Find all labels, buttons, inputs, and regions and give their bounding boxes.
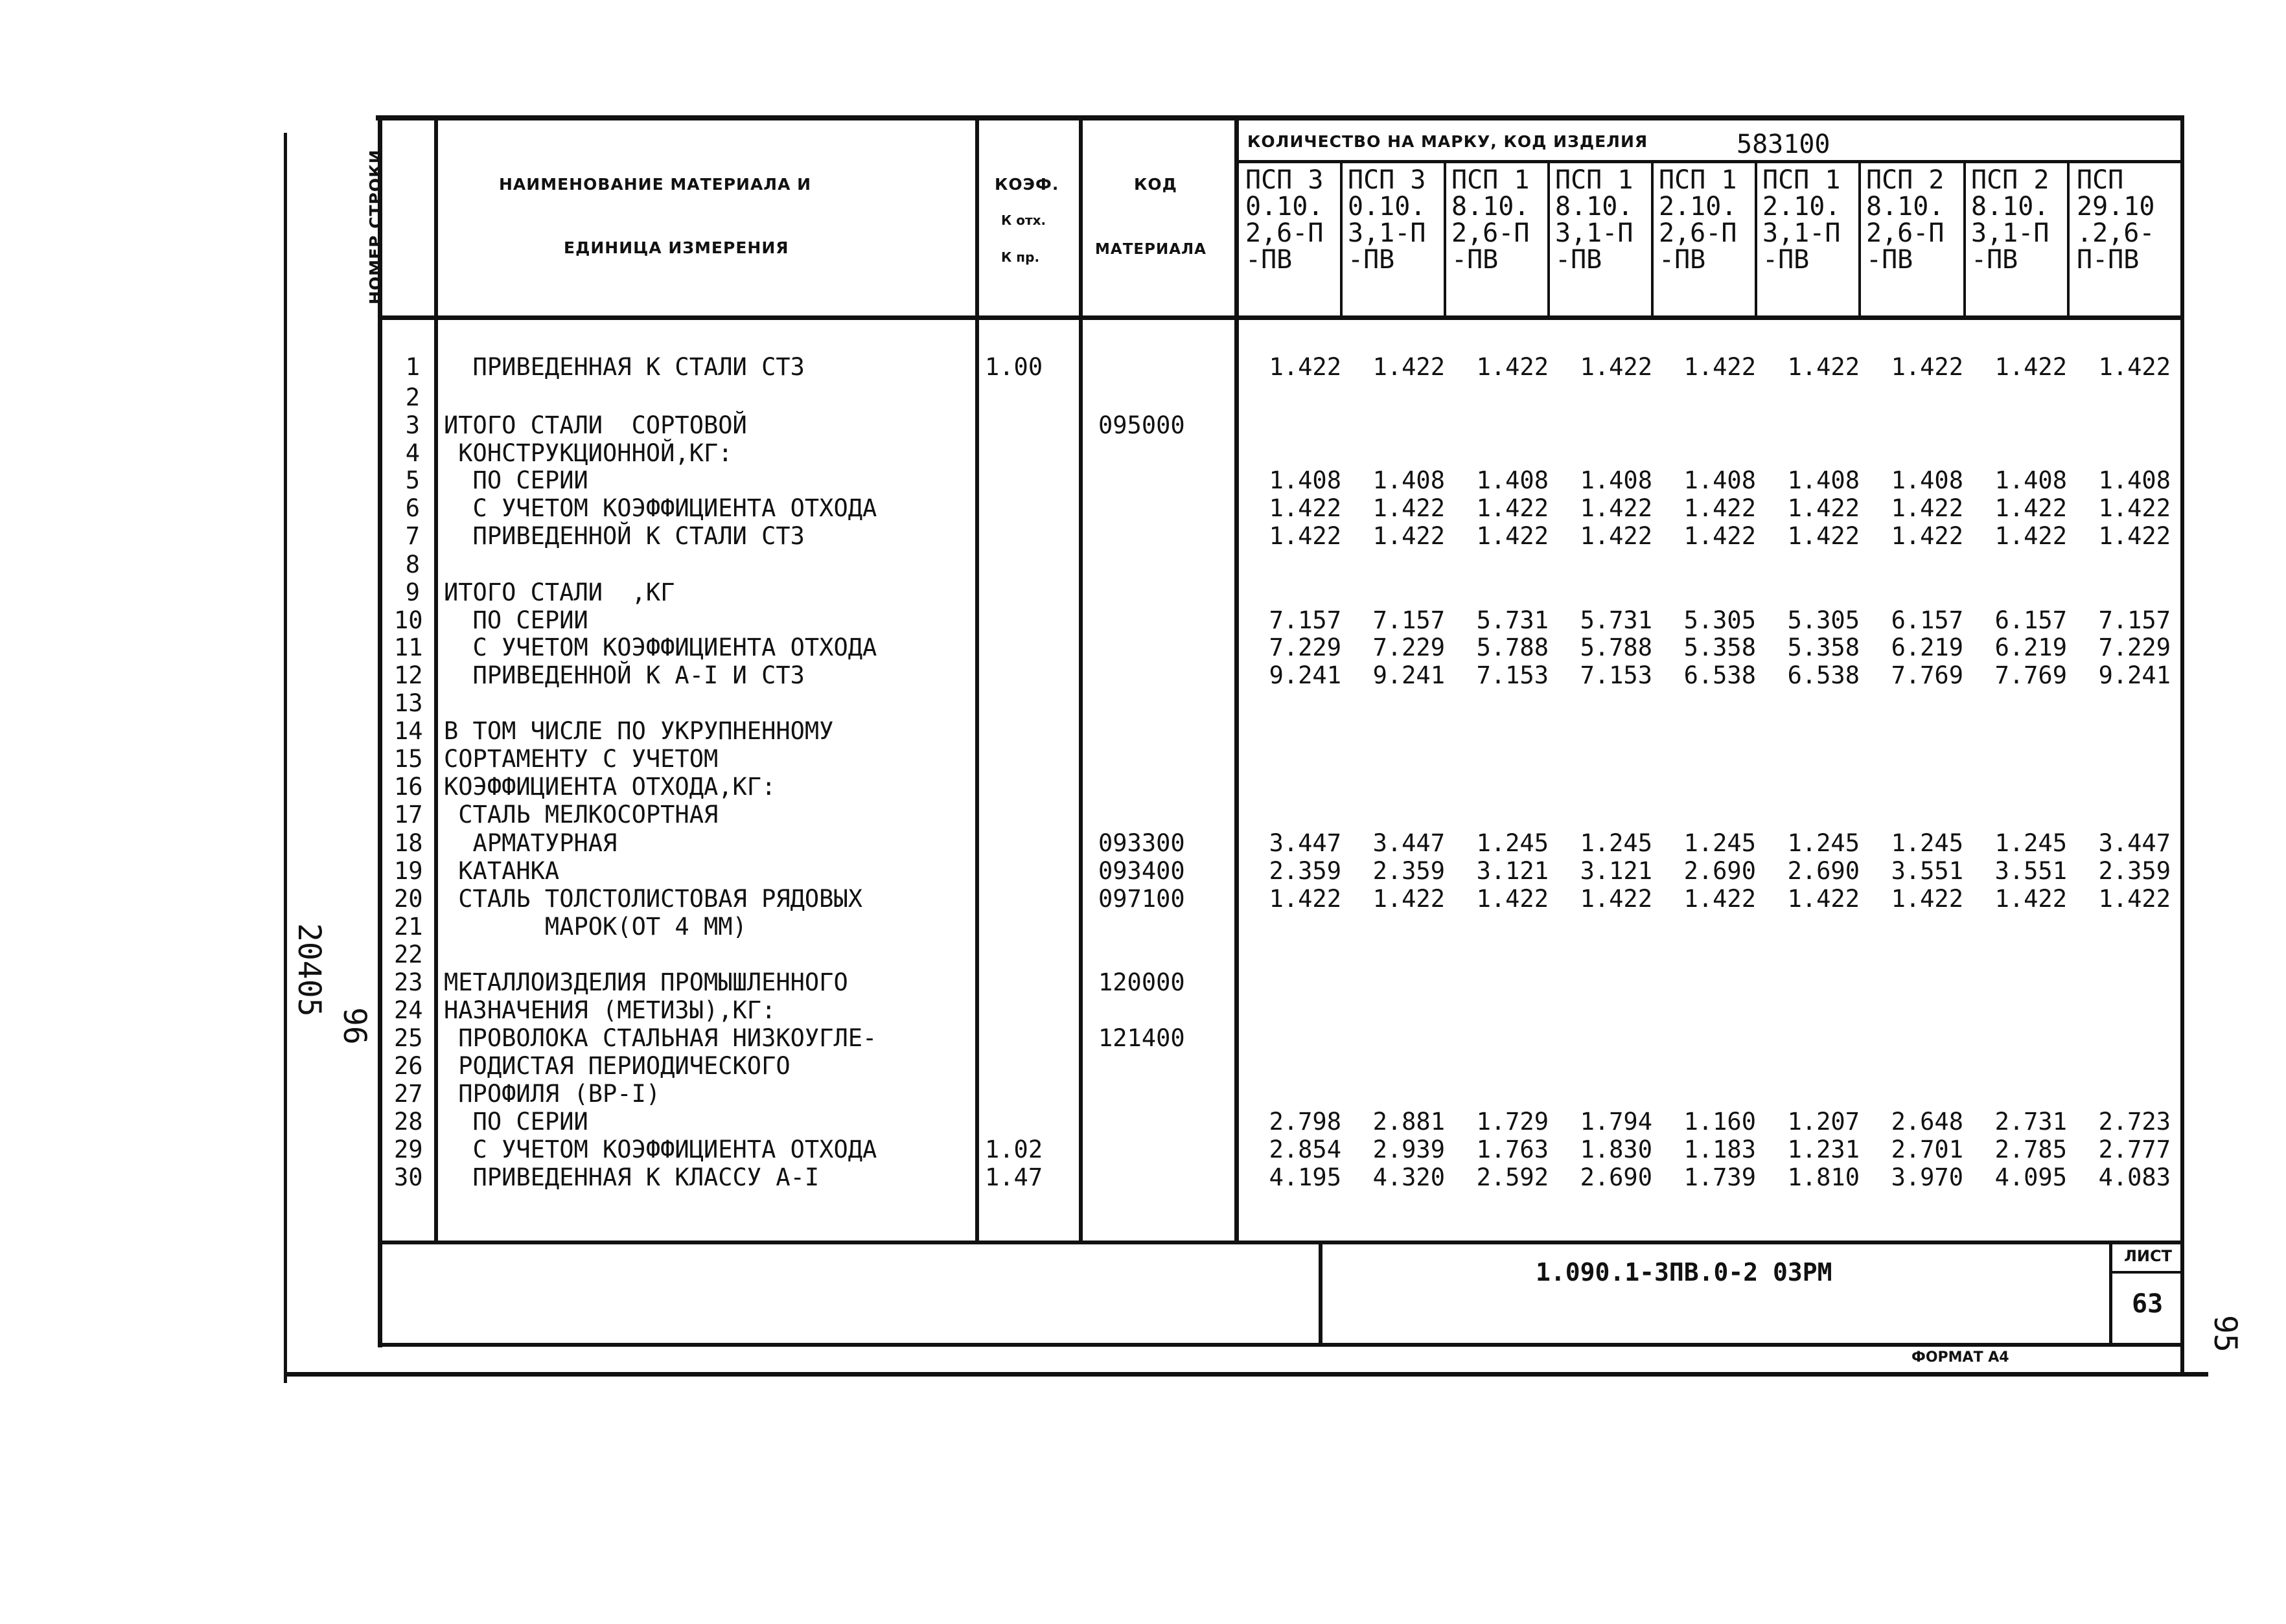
sheet-number: 63 bbox=[2132, 1289, 2164, 1319]
outer-frame-left-margin bbox=[284, 133, 287, 1383]
row-value: 2.690 bbox=[1787, 857, 1860, 885]
row-value: 1.422 bbox=[1580, 353, 1652, 381]
code-label-2: МАТЕРИАЛА bbox=[1095, 241, 1206, 258]
row-name: ПРОВОЛОКА СТАЛЬНАЯ НИЗКОУГЛЕ- bbox=[444, 1024, 877, 1052]
row-material-code: 097100 bbox=[1098, 885, 1185, 913]
row-name: СОРТАМЕНТУ С УЧЕТОМ bbox=[444, 745, 719, 773]
row-material-code: 120000 bbox=[1098, 968, 1185, 996]
row-number: 7 bbox=[405, 522, 420, 550]
row-value: 1.794 bbox=[1580, 1108, 1652, 1136]
row-number: 8 bbox=[405, 551, 420, 578]
row-value: 1.830 bbox=[1580, 1136, 1652, 1163]
row-number: 13 bbox=[394, 689, 423, 717]
row-value: 1.422 bbox=[1994, 353, 2067, 381]
row-value: 5.305 bbox=[1683, 606, 1756, 634]
row-value: 3.447 bbox=[1372, 829, 1445, 857]
row-value: 6.157 bbox=[1994, 606, 2067, 634]
row-value: 5.358 bbox=[1683, 634, 1756, 661]
row-value: 1.422 bbox=[1891, 353, 1963, 381]
column-header-9: ПСП 29.10 .2,6- П-ПВ bbox=[2077, 167, 2155, 275]
row-value: 4.195 bbox=[1269, 1163, 1341, 1191]
row-value: 7.153 bbox=[1476, 661, 1549, 689]
left-margin-number: 96 bbox=[336, 1007, 373, 1045]
row-value: 7.229 bbox=[1269, 634, 1341, 661]
row-number: 10 bbox=[394, 606, 423, 634]
row-number: 16 bbox=[394, 773, 423, 801]
row-value: 1.408 bbox=[1580, 466, 1652, 494]
row-value: 1.245 bbox=[1476, 829, 1549, 857]
row-value: 9.241 bbox=[1372, 661, 1445, 689]
row-material-code: 093300 bbox=[1098, 829, 1185, 857]
row-value: 2.881 bbox=[1372, 1108, 1445, 1136]
row-name: С УЧЕТОМ КОЭФФИЦИЕНТА ОТХОДА bbox=[444, 1136, 877, 1163]
row-value: 2.592 bbox=[1476, 1163, 1549, 1191]
row-value: 1.422 bbox=[1269, 353, 1341, 381]
footer-sep-1 bbox=[1319, 1242, 1322, 1345]
row-value: 1.422 bbox=[1580, 522, 1652, 550]
row-value: 1.422 bbox=[1683, 885, 1756, 913]
row-name: ПО СЕРИИ bbox=[444, 606, 588, 634]
column-header-7: ПСП 2 8.10. 2,6-П -ПВ bbox=[1866, 167, 1945, 275]
inventory-number: 20405 bbox=[291, 923, 327, 1017]
row-name: СТАЛЬ МЕЛКОСОРТНАЯ bbox=[444, 801, 719, 829]
row-name: ИТОГО СТАЛИ ,КГ bbox=[444, 578, 675, 606]
row-value: 5.788 bbox=[1476, 634, 1549, 661]
row-value: 1.422 bbox=[1476, 522, 1549, 550]
row-number: 29 bbox=[394, 1136, 423, 1163]
row-number: 19 bbox=[394, 857, 423, 885]
coef-label-2: К отх. bbox=[1001, 212, 1046, 228]
row-value: 1.810 bbox=[1787, 1163, 1860, 1191]
row-material-code: 095000 bbox=[1098, 411, 1185, 439]
row-value: 1.422 bbox=[1994, 494, 2067, 522]
row-material-code: 121400 bbox=[1098, 1024, 1185, 1052]
row-value: 7.229 bbox=[1372, 634, 1445, 661]
product-code: 583100 bbox=[1737, 130, 1830, 159]
quantity-header-rule bbox=[1234, 160, 2182, 163]
row-value: 1.422 bbox=[1683, 522, 1756, 550]
row-value: 7.157 bbox=[1372, 606, 1445, 634]
sheet-label-rule bbox=[2109, 1271, 2182, 1274]
row-number: 30 bbox=[394, 1163, 423, 1191]
row-value: 1.422 bbox=[1994, 522, 2067, 550]
row-number: 4 bbox=[405, 439, 420, 467]
row-value: 1.160 bbox=[1683, 1108, 1756, 1136]
material-name-label-2: ЕДИНИЦА ИЗМЕРЕНИЯ bbox=[564, 238, 789, 257]
row-name: ПО СЕРИИ bbox=[444, 1108, 588, 1136]
row-value: 1.422 bbox=[1372, 353, 1445, 381]
row-value: 4.320 bbox=[1372, 1163, 1445, 1191]
row-value: 1.422 bbox=[2098, 885, 2171, 913]
row-value: 3.121 bbox=[1580, 857, 1652, 885]
row-value: 1.245 bbox=[1994, 829, 2067, 857]
row-value: 6.219 bbox=[1994, 634, 2067, 661]
column-header-3: ПСП 1 8.10. 2,6-П -ПВ bbox=[1451, 167, 1530, 275]
sheet-label: ЛИСТ bbox=[2124, 1247, 2173, 1265]
row-value: 1.245 bbox=[1787, 829, 1860, 857]
column-header-4: ПСП 1 8.10. 3,1-П -ПВ bbox=[1555, 167, 1634, 275]
row-coef: 1.47 bbox=[985, 1163, 1043, 1191]
row-value: 3.551 bbox=[1891, 857, 1963, 885]
row-name: МЕТАЛЛОИЗДЕЛИЯ ПРОМЫШЛЕННОГО bbox=[444, 968, 848, 996]
row-value: 1.207 bbox=[1787, 1108, 1860, 1136]
row-value: 1.422 bbox=[1580, 494, 1652, 522]
frame-bottom-rule bbox=[378, 1343, 2182, 1347]
row-value: 1.422 bbox=[1269, 494, 1341, 522]
row-number: 24 bbox=[394, 996, 423, 1024]
row-value: 1.422 bbox=[1269, 522, 1341, 550]
row-number: 27 bbox=[394, 1080, 423, 1108]
row-value: 1.408 bbox=[2098, 466, 2171, 494]
row-value: 2.785 bbox=[1994, 1136, 2067, 1163]
row-value: 7.157 bbox=[2098, 606, 2171, 634]
row-value: 7.153 bbox=[1580, 661, 1652, 689]
row-value: 1.408 bbox=[1891, 466, 1963, 494]
row-value: 1.422 bbox=[1683, 494, 1756, 522]
row-name: ПРИВЕДЕННАЯ К КЛАССУ А-I bbox=[444, 1163, 820, 1191]
row-value: 9.241 bbox=[1269, 661, 1341, 689]
row-value: 1.422 bbox=[1476, 885, 1549, 913]
row-number: 28 bbox=[394, 1108, 423, 1136]
row-value: 2.359 bbox=[2098, 857, 2171, 885]
row-value: 1.422 bbox=[1787, 494, 1860, 522]
body-bottom-rule bbox=[378, 1241, 2182, 1244]
row-value: 2.359 bbox=[1372, 857, 1445, 885]
outer-frame-bottom bbox=[287, 1372, 2208, 1377]
row-value: 2.939 bbox=[1372, 1136, 1445, 1163]
row-number: 26 bbox=[394, 1052, 423, 1080]
row-value: 1.729 bbox=[1476, 1108, 1549, 1136]
row-number: 5 bbox=[405, 466, 420, 494]
row-number: 21 bbox=[394, 913, 423, 941]
row-value: 1.739 bbox=[1683, 1163, 1756, 1191]
row-value: 1.422 bbox=[1683, 353, 1756, 381]
right-margin-number: 95 bbox=[2207, 1315, 2243, 1353]
row-value: 3.121 bbox=[1476, 857, 1549, 885]
row-value: 2.798 bbox=[1269, 1108, 1341, 1136]
row-number: 3 bbox=[405, 411, 420, 439]
row-value: 1.408 bbox=[1994, 466, 2067, 494]
row-value: 1.408 bbox=[1372, 466, 1445, 494]
row-value: 7.229 bbox=[2098, 634, 2171, 661]
row-value: 2.648 bbox=[1891, 1108, 1963, 1136]
quantity-label: КОЛИЧЕСТВО НА МАРКУ, КОД ИЗДЕЛИЯ bbox=[1247, 132, 1648, 151]
row-material-code: 093400 bbox=[1098, 857, 1185, 885]
row-value: 6.538 bbox=[1683, 661, 1756, 689]
row-value: 6.538 bbox=[1787, 661, 1860, 689]
outer-frame-top bbox=[376, 115, 2184, 120]
row-value: 5.358 bbox=[1787, 634, 1860, 661]
row-value: 1.245 bbox=[1891, 829, 1963, 857]
row-number: 17 bbox=[394, 801, 423, 829]
col-sep-code bbox=[1079, 117, 1083, 1244]
row-value: 5.731 bbox=[1476, 606, 1549, 634]
row-value: 1.763 bbox=[1476, 1136, 1549, 1163]
row-value: 1.422 bbox=[1787, 522, 1860, 550]
row-name: СТАЛЬ ТОЛСТОЛИСТОВАЯ РЯДОВЫХ bbox=[444, 885, 863, 913]
row-name: ПРИВЕДЕННОЙ К А-I И СТ3 bbox=[444, 661, 805, 689]
row-value: 1.408 bbox=[1476, 466, 1549, 494]
row-value: 1.245 bbox=[1683, 829, 1756, 857]
row-value: 1.422 bbox=[1891, 885, 1963, 913]
row-value: 1.408 bbox=[1787, 466, 1860, 494]
col-sep-coef bbox=[975, 117, 979, 1244]
row-value: 2.359 bbox=[1269, 857, 1341, 885]
row-number: 20 bbox=[394, 885, 423, 913]
column-header-1: ПСП 3 0.10. 2,6-П -ПВ bbox=[1245, 167, 1324, 275]
footer-sep-2 bbox=[2109, 1242, 2112, 1345]
row-name: ПРИВЕДЕННОЙ К СТАЛИ СТ3 bbox=[444, 522, 805, 550]
row-value: 2.777 bbox=[2098, 1136, 2171, 1163]
row-value: 1.422 bbox=[1580, 885, 1652, 913]
row-value: 1.422 bbox=[1891, 522, 1963, 550]
col-sep-values bbox=[1234, 117, 1239, 1244]
row-value: 9.241 bbox=[2098, 661, 2171, 689]
row-number: 23 bbox=[394, 968, 423, 996]
coef-label-1: КОЭФ. bbox=[995, 175, 1059, 194]
row-name: В ТОМ ЧИСЛЕ ПО УКРУПНЕННОМУ bbox=[444, 717, 834, 745]
row-value: 3.447 bbox=[1269, 829, 1341, 857]
format-label: ФОРМАТ А4 bbox=[1911, 1349, 2009, 1366]
row-name: МАРОК(ОТ 4 ММ) bbox=[444, 913, 747, 941]
row-value: 6.157 bbox=[1891, 606, 1963, 634]
row-coef: 1.00 bbox=[985, 353, 1043, 381]
row-name: АРМАТУРНАЯ bbox=[444, 829, 618, 857]
row-value: 5.731 bbox=[1580, 606, 1652, 634]
row-value: 1.422 bbox=[1476, 494, 1549, 522]
row-value: 1.422 bbox=[2098, 353, 2171, 381]
row-number: 22 bbox=[394, 941, 423, 968]
column-header-2: ПСП 3 0.10. 3,1-П -ПВ bbox=[1348, 167, 1426, 275]
row-number: 18 bbox=[394, 829, 423, 857]
row-number: 9 bbox=[405, 578, 420, 606]
row-name: РОДИСТАЯ ПЕРИОДИЧЕСКОГО bbox=[444, 1052, 791, 1080]
row-name: КАТАНКА bbox=[444, 857, 560, 885]
row-number: 11 bbox=[394, 634, 423, 661]
row-value: 1.422 bbox=[1476, 353, 1549, 381]
row-value: 2.690 bbox=[1683, 857, 1756, 885]
row-value: 2.731 bbox=[1994, 1108, 2067, 1136]
row-value: 6.219 bbox=[1891, 634, 1963, 661]
row-value: 1.408 bbox=[1683, 466, 1756, 494]
row-name: С УЧЕТОМ КОЭФФИЦИЕНТА ОТХОДА bbox=[444, 634, 877, 661]
row-value: 5.788 bbox=[1580, 634, 1652, 661]
row-number: 12 bbox=[394, 661, 423, 689]
row-value: 1.422 bbox=[2098, 522, 2171, 550]
row-value: 1.422 bbox=[1994, 885, 2067, 913]
row-name: ПРОФИЛЯ (ВР-I) bbox=[444, 1080, 661, 1108]
column-header-8: ПСП 2 8.10. 3,1-П -ПВ bbox=[1971, 167, 2049, 275]
row-value: 7.769 bbox=[1994, 661, 2067, 689]
row-name: НАЗНАЧЕНИЯ (МЕТИЗЫ),КГ: bbox=[444, 996, 776, 1024]
row-value: 1.422 bbox=[1787, 885, 1860, 913]
row-value: 1.183 bbox=[1683, 1136, 1756, 1163]
row-value: 7.157 bbox=[1269, 606, 1341, 634]
row-number: 15 bbox=[394, 745, 423, 773]
row-coef: 1.02 bbox=[985, 1136, 1043, 1163]
row-value: 3.551 bbox=[1994, 857, 2067, 885]
val-sep-7 bbox=[1963, 162, 1966, 317]
row-value: 3.970 bbox=[1891, 1163, 1963, 1191]
row-name: ПО СЕРИИ bbox=[444, 466, 588, 494]
coef-label-3: К пр. bbox=[1001, 249, 1040, 265]
row-value: 1.422 bbox=[1372, 522, 1445, 550]
row-value: 2.854 bbox=[1269, 1136, 1341, 1163]
row-value: 1.422 bbox=[1787, 353, 1860, 381]
row-value: 1.408 bbox=[1269, 466, 1341, 494]
row-value: 1.422 bbox=[1891, 494, 1963, 522]
row-number: 14 bbox=[394, 717, 423, 745]
row-number: 25 bbox=[394, 1024, 423, 1052]
row-value: 1.245 bbox=[1580, 829, 1652, 857]
row-number: 2 bbox=[405, 383, 420, 411]
col-sep-name bbox=[434, 117, 438, 1244]
outer-frame-right bbox=[2180, 115, 2184, 1375]
row-name: ПРИВЕДЕННАЯ К СТАЛИ СТ3 bbox=[444, 353, 805, 381]
row-name: С УЧЕТОМ КОЭФФИЦИЕНТА ОТХОДА bbox=[444, 494, 877, 522]
row-value: 4.083 bbox=[2098, 1163, 2171, 1191]
row-value: 3.447 bbox=[2098, 829, 2171, 857]
document-code: 1.090.1-3ПВ.0-2 03РМ bbox=[1536, 1258, 1832, 1287]
row-value: 2.690 bbox=[1580, 1163, 1652, 1191]
header-bottom-rule bbox=[378, 315, 2182, 320]
row-value: 7.769 bbox=[1891, 661, 1963, 689]
material-name-label-1: НАИМЕНОВАНИЕ МАТЕРИАЛА И bbox=[499, 175, 812, 194]
column-header-5: ПСП 1 2.10. 2,6-П -ПВ bbox=[1659, 167, 1737, 275]
row-value: 1.422 bbox=[1269, 885, 1341, 913]
row-value: 1.422 bbox=[1372, 494, 1445, 522]
row-value: 5.305 bbox=[1787, 606, 1860, 634]
row-value: 2.723 bbox=[2098, 1108, 2171, 1136]
row-number-label: НОМЕР СТРОКИ bbox=[366, 149, 385, 304]
row-name: ИТОГО СТАЛИ СОРТОВОЙ bbox=[444, 411, 747, 439]
row-name: КОЭФФИЦИЕНТА ОТХОДА,КГ: bbox=[444, 773, 776, 801]
row-value: 2.701 bbox=[1891, 1136, 1963, 1163]
code-label-1: КОД bbox=[1134, 175, 1177, 194]
row-value: 1.231 bbox=[1787, 1136, 1860, 1163]
row-value: 1.422 bbox=[1372, 885, 1445, 913]
row-number: 1 bbox=[405, 353, 420, 381]
row-number: 6 bbox=[405, 494, 420, 522]
row-value: 4.095 bbox=[1994, 1163, 2067, 1191]
row-value: 1.422 bbox=[2098, 494, 2171, 522]
column-header-6: ПСП 1 2.10. 3,1-П -ПВ bbox=[1762, 167, 1841, 275]
row-name: КОНСТРУКЦИОННОЙ,КГ: bbox=[444, 439, 733, 467]
